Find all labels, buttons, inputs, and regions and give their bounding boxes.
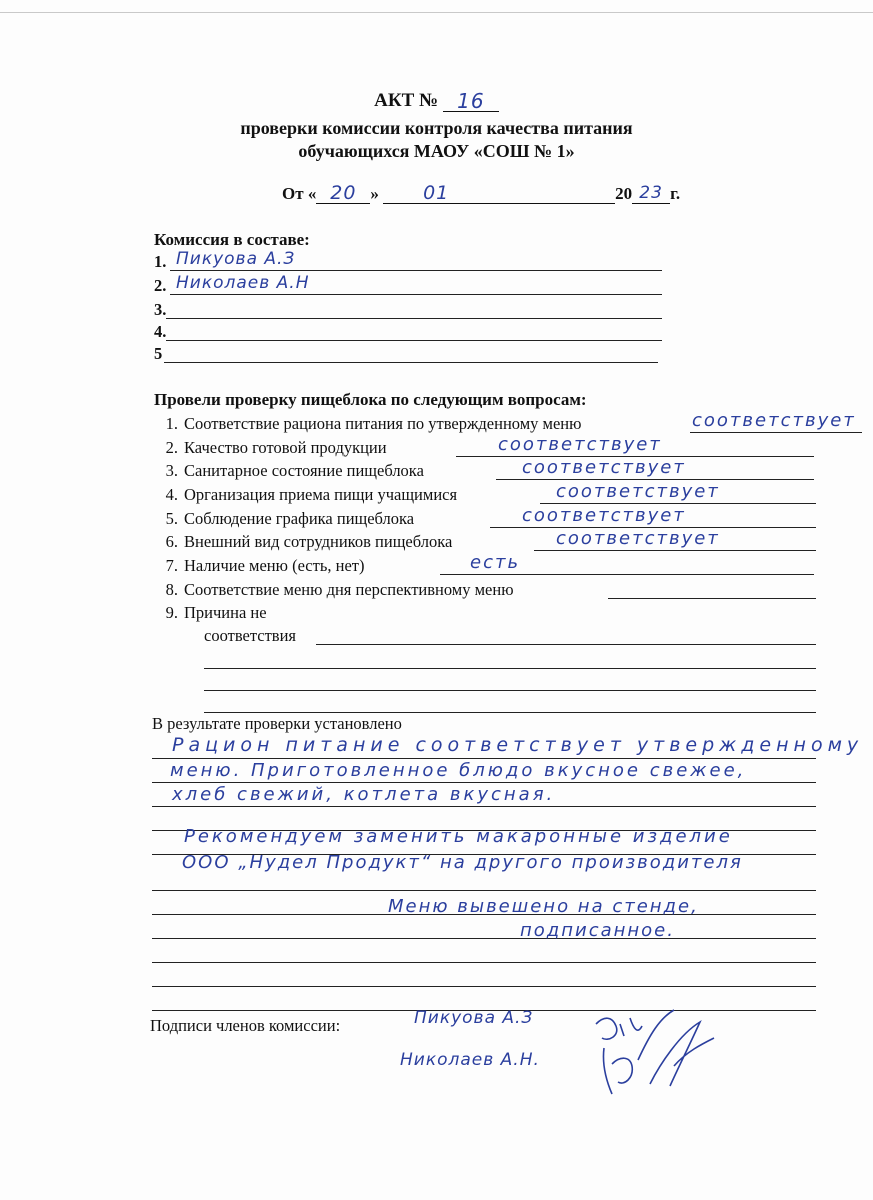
check-num: 3.	[165, 461, 178, 480]
check-num: 7.	[165, 556, 178, 575]
date-year-prefix: 20	[615, 184, 633, 203]
result-line	[152, 890, 816, 891]
member-4-num: 4.	[154, 322, 167, 341]
check-num: 1.	[165, 414, 178, 433]
signature-2-name: Николаев А.Н.	[400, 1050, 540, 1070]
act-title	[0, 90, 873, 112]
member-2-num: 2.	[154, 276, 167, 295]
check-num: 9.	[165, 603, 178, 622]
reason-line	[204, 668, 816, 669]
check-text: Внешний вид сотрудников пищеблока	[184, 532, 453, 551]
check-num: 6.	[165, 532, 178, 551]
member-1-name: Пикуова А.З	[176, 249, 296, 269]
checks-heading: Провели проверку пищеблока по следующим вопросам:	[154, 390, 587, 409]
date-prefix: От «	[282, 184, 317, 203]
check-item	[152, 414, 581, 434]
check-text: Санитарное состояние пищеблока	[184, 461, 424, 480]
result-note: Меню вывешено на стенде,	[388, 896, 699, 917]
member-5-num: 5	[154, 344, 163, 363]
signatures-label: Подписи членов комиссии:	[150, 1016, 341, 1035]
title-line-2: обучающихся МАОУ «СОШ № 1»	[298, 141, 575, 161]
check-item	[152, 485, 457, 505]
result-note: хлеб свежий, котлета вкусная.	[172, 784, 556, 805]
commission-heading: Комиссия в составе:	[154, 230, 310, 249]
result-heading: В результате проверки установлено	[152, 714, 402, 733]
check-num: 2.	[165, 438, 178, 457]
check-text: Организация приема пищи учащимися	[184, 485, 458, 504]
result-line	[152, 782, 816, 783]
signature-scribble	[590, 1004, 720, 1104]
check-item	[152, 461, 424, 481]
check-answer-line	[540, 503, 816, 504]
reason-line-2: соответствия	[204, 626, 296, 645]
check-item	[152, 509, 414, 529]
member-5-line	[164, 362, 658, 363]
reason-line	[204, 712, 816, 713]
check-item	[152, 556, 364, 576]
result-line	[152, 806, 816, 807]
reason-line-1: Причина не	[184, 603, 267, 622]
check-answer-line	[534, 550, 816, 551]
result-note: Рекомендуем заменить макаронные изделие	[184, 826, 733, 847]
act-label: АКТ №	[374, 90, 439, 111]
check-answer: соответствует	[556, 481, 720, 502]
date-year-end: г.	[670, 184, 681, 203]
check-item	[152, 532, 452, 552]
reason-line	[316, 644, 816, 645]
act-number: 16	[443, 91, 499, 112]
check-answer: соответствует	[522, 505, 686, 526]
date-month: 01	[383, 183, 615, 204]
date-day: 20	[316, 183, 370, 204]
check-num: 5.	[165, 509, 178, 528]
check-text: Качество готовой продукции	[184, 438, 387, 457]
member-4-line	[166, 340, 662, 341]
member-1-num: 1.	[154, 252, 167, 271]
check-answer: соответствует	[556, 528, 720, 549]
check-answer: соответствует	[692, 410, 856, 431]
check-num: 4.	[165, 485, 178, 504]
result-note: меню. Приготовленное блюдо вкусное свежее,	[170, 760, 747, 781]
check-item	[152, 580, 514, 600]
scan-edge	[0, 12, 873, 13]
member-3-line	[166, 318, 662, 319]
check-answer: соответствует	[498, 434, 662, 455]
act-date	[282, 183, 680, 204]
result-line	[152, 758, 816, 759]
check-text: Соответствие меню дня перспективному меню	[184, 580, 514, 599]
check-answer-line	[440, 574, 814, 575]
check-text: Соблюдение графика пищеблока	[184, 509, 415, 528]
check-text: Наличие меню (есть, нет)	[184, 556, 365, 575]
reason-item	[152, 603, 267, 623]
result-note: ООО „Нудел Продукт“ на другого производителя	[182, 852, 743, 873]
check-text: Соответствие рациона питания по утвержденному меню	[184, 414, 582, 433]
result-line	[152, 938, 816, 939]
check-answer-line	[690, 432, 862, 433]
result-note: подписанное.	[520, 920, 675, 941]
title-line-1: проверки комиссии контроля качества питания	[240, 118, 633, 138]
result-note: Рацион питание соответствует утвержденному	[172, 734, 864, 756]
member-2-name: Николаев А.Н	[176, 273, 310, 293]
member-2-line	[170, 294, 662, 295]
date-year-suffix: 23	[632, 183, 670, 204]
check-num: 8.	[165, 580, 178, 599]
result-line	[152, 986, 816, 987]
date-mid: »	[370, 184, 379, 203]
check-answer-line	[496, 479, 814, 480]
check-answer: соответствует	[522, 457, 686, 478]
check-answer: есть	[470, 552, 521, 573]
member-3-num: 3.	[154, 300, 167, 319]
reason-line	[204, 690, 816, 691]
member-1-line	[170, 270, 662, 271]
signature-1-name: Пикуова А.З	[414, 1008, 534, 1028]
result-line	[152, 962, 816, 963]
check-item	[152, 438, 387, 458]
check-answer-line	[608, 598, 816, 599]
